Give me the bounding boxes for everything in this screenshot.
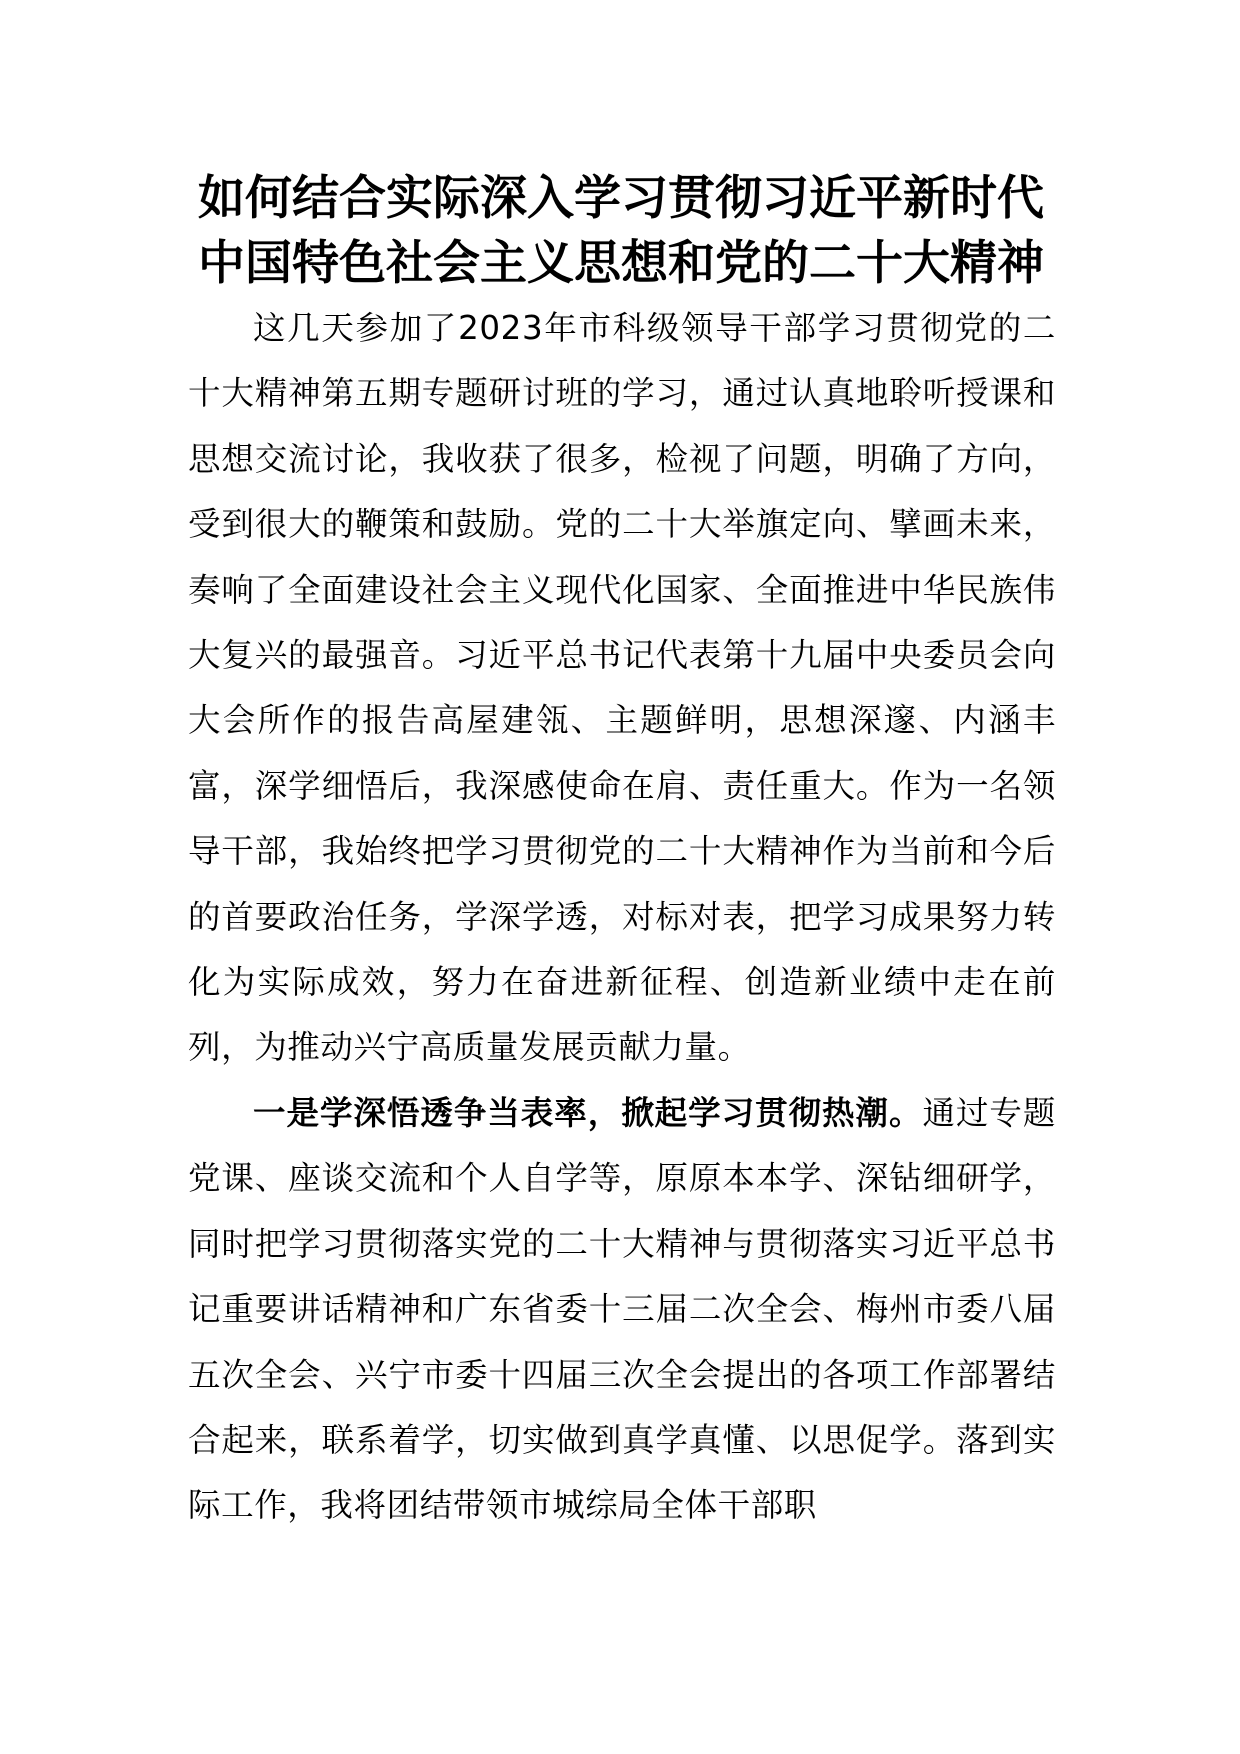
paragraph-intro: [188, 296, 1056, 1081]
paragraph-point-one-text: 通过专题党课、座谈交流和个人自学等，原原本本学、深钻细研学，同时把学习贯彻落实党的二十大精神与贯彻落实习近平总书记重要讲话精神和广东省委十三届二次全会、梅州市委八届五次全会、兴宁市委十四届三次全会提出的各项工作部署结合起来，联系着学，切实做到真学真懂、以思促学。落到实际工作，我将团结带领市城综局全体干部职: [188, 1093, 1056, 1525]
title-line-2: 中国特色社会主义思想和党的二十大精神: [198, 236, 1044, 291]
paragraph-point-one: [188, 1081, 1056, 1539]
paragraph-intro-text: 这几天参加了2023年市科级领导干部学习贯彻党的二十大精神第五期专题研讨班的学习，通过认真地聆听授课和思想交流讨论，我收获了很多，检视了问题，明确了方向，受到很大的鞭策和鼓励。党的二十大举旗定向、擘画未来，奏响了全面建设社会主义现代化国家、全面推进中华民族伟大复兴的最强音。习近平总书记代表第十九届中央委员会向大会所作的报告高屋建瓴、主题鲜明，思想深邃、内涵丰富，深学细悟后，我深感使命在肩、责任重大。作为一名领导干部，我始终把学习贯彻党的二十大精神作为当前和今后的首要政治任务，学深学透，对标对表，把学习成果努力转化为实际成效，努力在奋进新征程、创造新业绩中走在前列，为推动兴宁高质量发展贡献力量。: [188, 309, 1056, 1067]
document-title: [186, 166, 1056, 296]
title-line-1: 如何结合实际深入学习贯彻习近平新时代: [198, 171, 1044, 226]
document-body: [188, 296, 1056, 1539]
paragraph-point-one-heading: 一是学深悟透争当表率，掀起学习贯彻热潮。: [253, 1093, 923, 1132]
